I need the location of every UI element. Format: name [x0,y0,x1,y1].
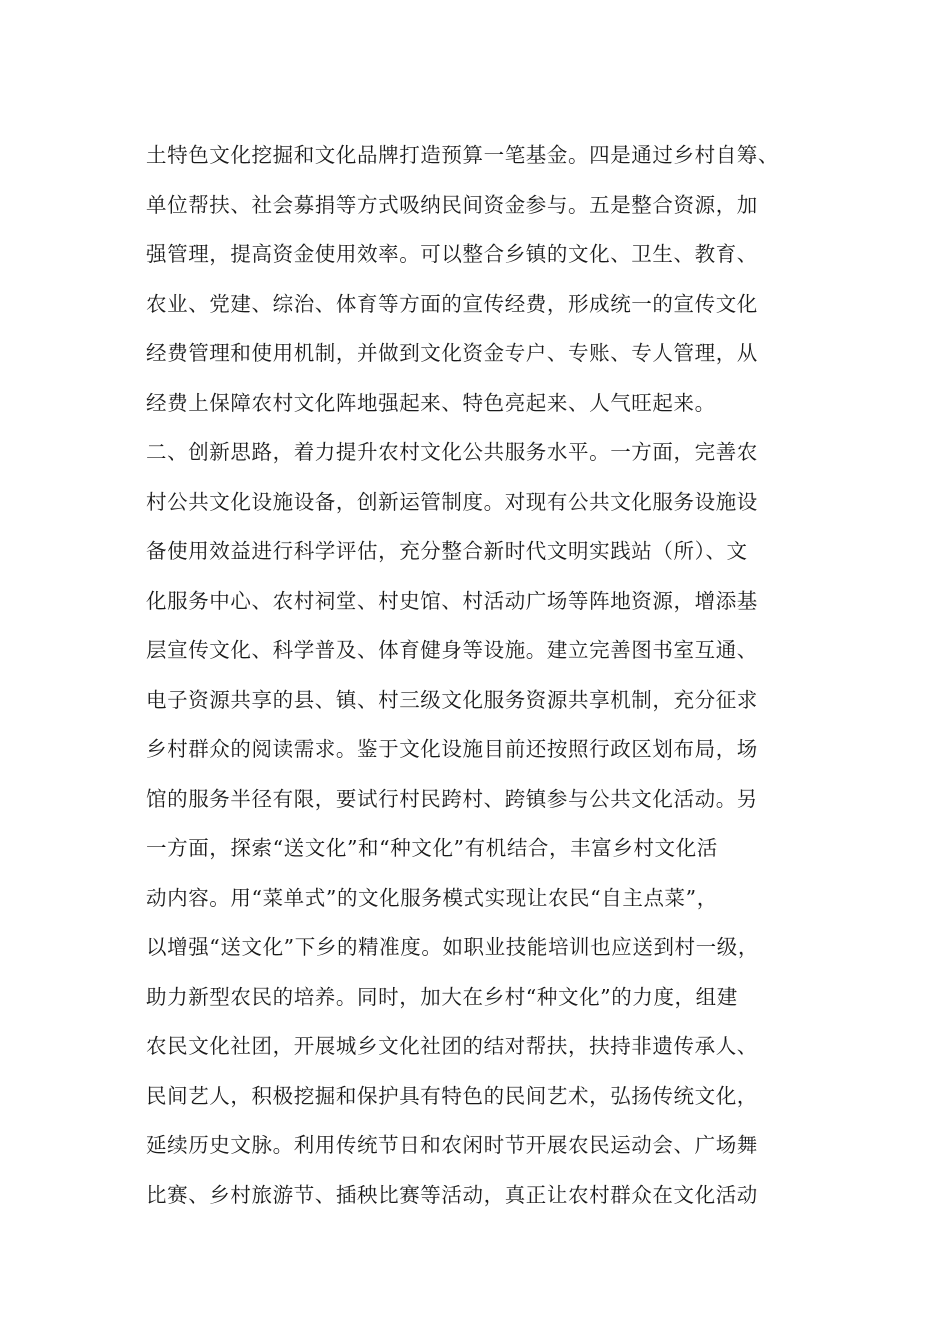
text-line: 馆的服务半径有限，要试行村民跨村、跨镇参与公共文化活动。另 [146,786,758,811]
text-line: 备使用效益进行科学评估，充分整合新时代文明实践站（所）、文 [146,539,748,563]
text-line: 村公共文化设施设备，创新运管制度。对现有公共文化服务设施设 [146,489,758,514]
section-heading-line: 二、创新思路，着力提升农村文化公共服务水平。一方面，完善农 [146,440,758,464]
text-line: 乡村群众的阅读需求。鉴于文化设施目前还按照行政区划布局，场 [146,737,758,761]
text-line: 比赛、乡村旅游节、插秧比赛等活动，真正让农村群众在文化活动 [146,1182,758,1207]
text-line: 以增强“送文化”下乡的精准度。如职业技能培训也应送到村一级， [146,935,759,959]
text-line: 电子资源共享的县、镇、村三级文化服务资源共享机制，充分征求 [146,687,758,712]
text-line: 助力新型农民的培养。同时，加大在乡村“种文化”的力度，组建 [146,984,738,1009]
text-line: 农民文化社团，开展城乡文化社团的结对帮扶，扶持非遗传承人、 [146,1034,758,1058]
text-line: 土特色文化挖掘和文化品牌打造预算一笔基金。四是通过乡村自筹、 [146,143,779,167]
text-line: 动内容。用“菜单式”的文化服务模式实现让农民“自主点菜”， [146,885,718,910]
text-line: 农业、党建、综治、体育等方面的宣传经费，形成统一的宣传文化 [146,291,758,316]
text-line: 延续历史文脉。利用传统节日和农闲时节开展农民运动会、广场舞 [146,1133,758,1157]
text-line: 强管理，提高资金使用效率。可以整合乡镇的文化、卫生、教育、 [146,242,758,266]
text-line: 一方面，探索“送文化”和“种文化”有机结合，丰富乡村文化活 [146,836,718,860]
body-text [146,131,826,1220]
text-line: 经费上保障农村文化阵地强起来、特色亮起来、人气旺起来。 [146,390,716,415]
text-line: 化服务中心、农村祠堂、村史馆、村活动广场等阵地资源，增添基 [146,588,758,613]
text-line: 层宣传文化、科学普及、体育健身等设施。建立完善图书室互通、 [146,638,758,662]
text-line: 单位帮扶、社会募捐等方式吸纳民间资金参与。五是整合资源，加 [146,192,758,217]
text-line: 民间艺人，积极挖掘和保护具有特色的民间艺术，弘扬传统文化， [146,1083,758,1108]
text-line: 经费管理和使用机制，并做到文化资金专户、专账、专人管理，从 [146,341,758,365]
